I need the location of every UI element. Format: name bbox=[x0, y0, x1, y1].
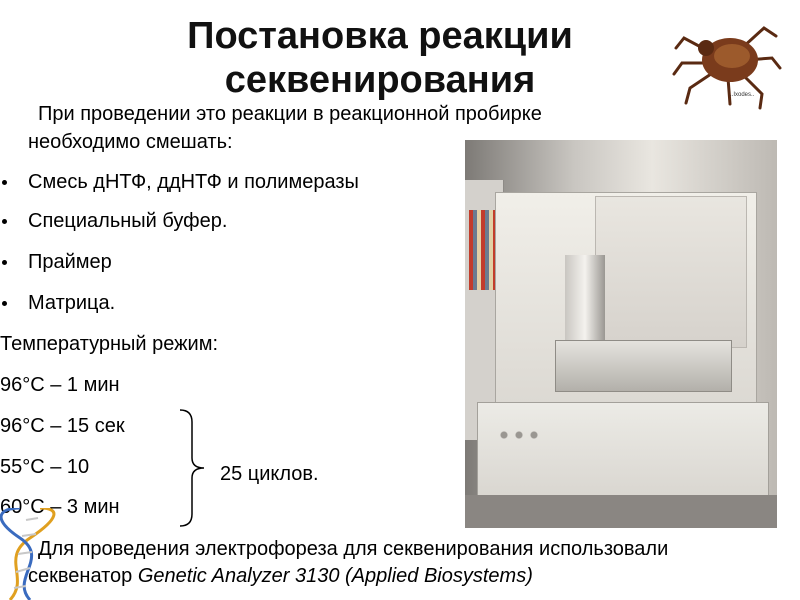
component-item: Смесь дНТФ, ддНТФ и полимеразы bbox=[28, 171, 359, 193]
sequencer-image bbox=[465, 140, 777, 528]
component-item: Матрица. bbox=[28, 292, 116, 314]
temperature-header: Температурный режим: bbox=[0, 333, 219, 355]
bottom-line-2-prefix: секвенатор bbox=[28, 565, 138, 587]
title-line-2: секвенирования bbox=[224, 59, 536, 101]
tick-insect-image bbox=[672, 8, 782, 118]
intro-line-1: При проведении это реакции в реакционной пробирке bbox=[38, 103, 542, 125]
bottom-paragraph bbox=[28, 536, 800, 590]
title-line-1: Постановка реакции bbox=[187, 15, 573, 57]
component-item: Праймер bbox=[28, 251, 112, 273]
temperature-step: 55°С – 10 bbox=[0, 456, 90, 478]
analyzer-name: Genetic Analyzer 3130 (Applied Biosystems) bbox=[137, 565, 533, 587]
bottom-line-1: Для проведения электрофореза для секвенирования использовали bbox=[38, 538, 669, 560]
cycles-label: 25 циклов. bbox=[220, 463, 319, 485]
temperature-step: 60°С – 3 мин bbox=[0, 496, 120, 518]
cycle-brace bbox=[178, 408, 208, 528]
slide-title bbox=[150, 14, 610, 102]
component-item: Специальный буфер. bbox=[28, 210, 228, 232]
tick-caption: ..Ixodes.. bbox=[730, 92, 755, 98]
temperature-step: 96°С – 15 сек bbox=[0, 415, 125, 437]
intro-line-2: необходимо смешать: bbox=[28, 131, 233, 153]
temperature-step: 96°С – 1 мин bbox=[0, 374, 120, 396]
